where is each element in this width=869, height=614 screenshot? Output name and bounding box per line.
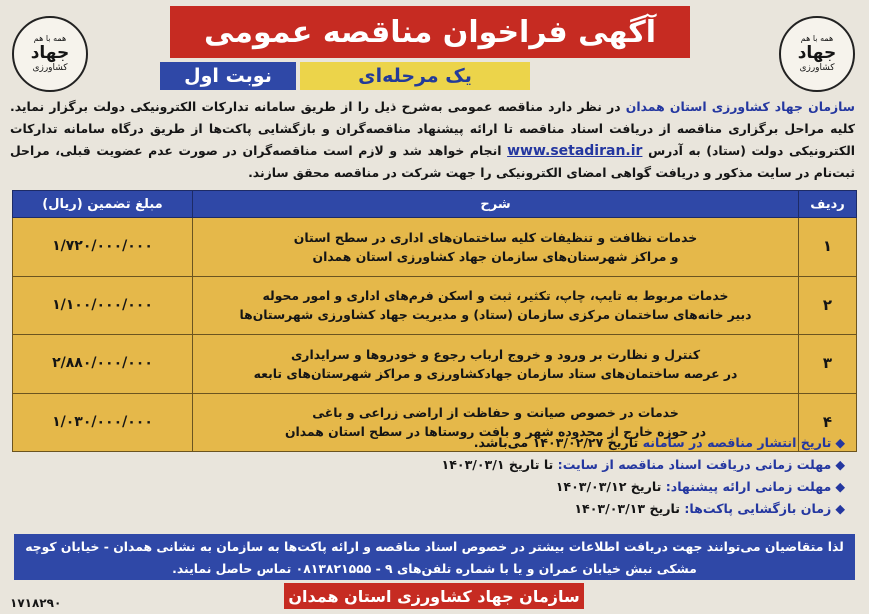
intro-paragraph: [10, 96, 855, 186]
date-label: مهلت زمانی ارائه پیشنهاد:: [665, 479, 832, 494]
jihad-logo-left: [12, 16, 88, 92]
row-description-line: خدمات در خصوص صیانت و حفاظت از اراضی زراعی و باغی: [312, 405, 679, 421]
table-row: [13, 276, 857, 335]
footer-org-banner: سازمان جهاد کشاورزی استان همدان: [284, 583, 584, 609]
row-amount: ۱/۷۲۰/۰۰۰/۰۰۰: [13, 218, 193, 277]
row-description-line: و مراکز شهرستان‌های سازمان جهاد کشاورزی استان همدان: [312, 248, 679, 264]
round-banner: نوبت اول: [160, 62, 296, 90]
website-link[interactable]: www.setadiran.ir: [507, 143, 643, 159]
date-value: تاریخ ۱۴۰۳/۰۳/۱۲: [555, 479, 666, 494]
logo-main-text: جهاد: [797, 42, 837, 63]
logo-main-text: جهاد: [30, 42, 70, 63]
date-label: زمان بازگشایی پاکت‌ها:: [684, 501, 832, 516]
row-description: [193, 335, 799, 394]
jihad-logo-right: [779, 16, 855, 92]
date-item: [225, 454, 845, 476]
logo-top-text: همه با هم: [33, 34, 67, 44]
intro-org-name: سازمان جهاد کشاورزی استان همدان: [625, 99, 855, 114]
row-number: ۲: [799, 276, 857, 335]
row-number: ۳: [799, 335, 857, 394]
header-row-number: ردیف: [799, 191, 857, 218]
date-label: مهلت زمانی دریافت اسناد مناقصه از سایت:: [557, 457, 832, 472]
row-description-line: در حوزه خارج از محدوده شهر و بافت روستاها در سطح استان همدان: [284, 424, 707, 440]
row-amount: ۱/۰۳۰/۰۰۰/۰۰۰: [13, 393, 193, 452]
intro-text-part2: انجام خواهد شد و لازم است مناقصه‌گران در صورت عدم عضویت قبلی، مراحل ثبت‌نام در سایت مذکور و دریافت گواهی امضای الکترونیکی را جهت شرکت در مناقصه محقق سازند.: [10, 143, 855, 180]
title-banner: آگهی فراخوان مناقصه عمومی: [170, 6, 690, 58]
bullet-icon: ◆: [835, 435, 845, 450]
table-row: [13, 218, 857, 277]
tender-table: [12, 190, 857, 452]
logo-bottom-text: کشاورزی: [799, 63, 835, 74]
date-item: [225, 432, 845, 454]
header-guarantee-amount: مبلغ تضمین (ریال): [13, 191, 193, 218]
row-number: ۴: [799, 393, 857, 452]
dates-list: [225, 432, 845, 520]
row-description-line: خدمات مربوط به تایپ، چاپ، تکثیر، ثبت و اسکن فرم‌های اداری و امور محوله: [262, 288, 729, 304]
bullet-icon: ◆: [835, 457, 845, 472]
table-header-row: [13, 191, 857, 218]
date-value: تاریخ ۱۴۰۳/۰۳/۱۳: [574, 501, 685, 516]
ad-code-number: ۱۷۱۸۲۹۰: [10, 596, 62, 610]
row-description-line: در عرصه ساختمان‌های ستاد سازمان جهادکشاورزی و مراکز شهرستان‌های تابعه: [253, 365, 738, 381]
row-number: ۱: [799, 218, 857, 277]
date-label: تاریخ انتشار مناقصه در سامانه: [642, 435, 832, 450]
row-description-line: خدمات نظافت و تنظیفات کلیه ساختمان‌های اداری در سطح استان: [293, 229, 698, 245]
footer-info-box: لذا متقاضیان می‌توانند جهت دریافت اطلاعات بیشتر در خصوص اسناد مناقصه و ارائه پاکت‌ها به سازمان به نشانی همدان - خیابان کوچه مشکی نبش خیابان عمران و یا با شماره تلفن‌های ۹ - ۰۸۱۳۸۲۱۵۵۵ تماس حاصل نمایند.: [14, 534, 855, 580]
date-item: [225, 498, 845, 520]
logo-top-text: همه با هم: [800, 34, 834, 44]
row-description: [193, 276, 799, 335]
row-description-line: دبیر خانه‌های ساختمان مرکزی سازمان (ستاد) و مدیریت جهاد کشاورزی شهرستان‌ها: [239, 307, 752, 323]
table-row: [13, 335, 857, 394]
logo-bottom-text: کشاورزی: [32, 63, 68, 74]
bullet-icon: ◆: [835, 501, 845, 516]
header-description: شرح: [193, 191, 799, 218]
date-item: [225, 476, 845, 498]
intro-text-part1: در نظر دارد مناقصه عمومی به‌شرح ذیل را از طریق سامانه تدارکات الکترونیکی دولت برگزار نماید. کلیه مراحل برگزاری مناقصه از دریافت اسناد مناقصه تا ارائه پیشنهاد مناقصه‌گران و بازگشایی پاکت‌ها از طریق درگاه سامانه تدارکات الکترونیکی دولت (ستاد) به آدرس: [10, 99, 855, 158]
date-value: تاریخ ۱۴۰۳/۰۲/۲۷ می‌باشد.: [473, 435, 643, 450]
bullet-icon: ◆: [835, 479, 845, 494]
date-value: تا تاریخ ۱۴۰۳/۰۳/۱: [441, 457, 558, 472]
row-description: [193, 218, 799, 277]
stage-banner: یک مرحله‌ای: [300, 62, 530, 90]
row-description-line: کنترل و نظارت بر ورود و خروج ارباب رجوع و خودروها و سرایداری: [290, 346, 701, 362]
row-amount: ۲/۸۸۰/۰۰۰/۰۰۰: [13, 335, 193, 394]
row-amount: ۱/۱۰۰/۰۰۰/۰۰۰: [13, 276, 193, 335]
